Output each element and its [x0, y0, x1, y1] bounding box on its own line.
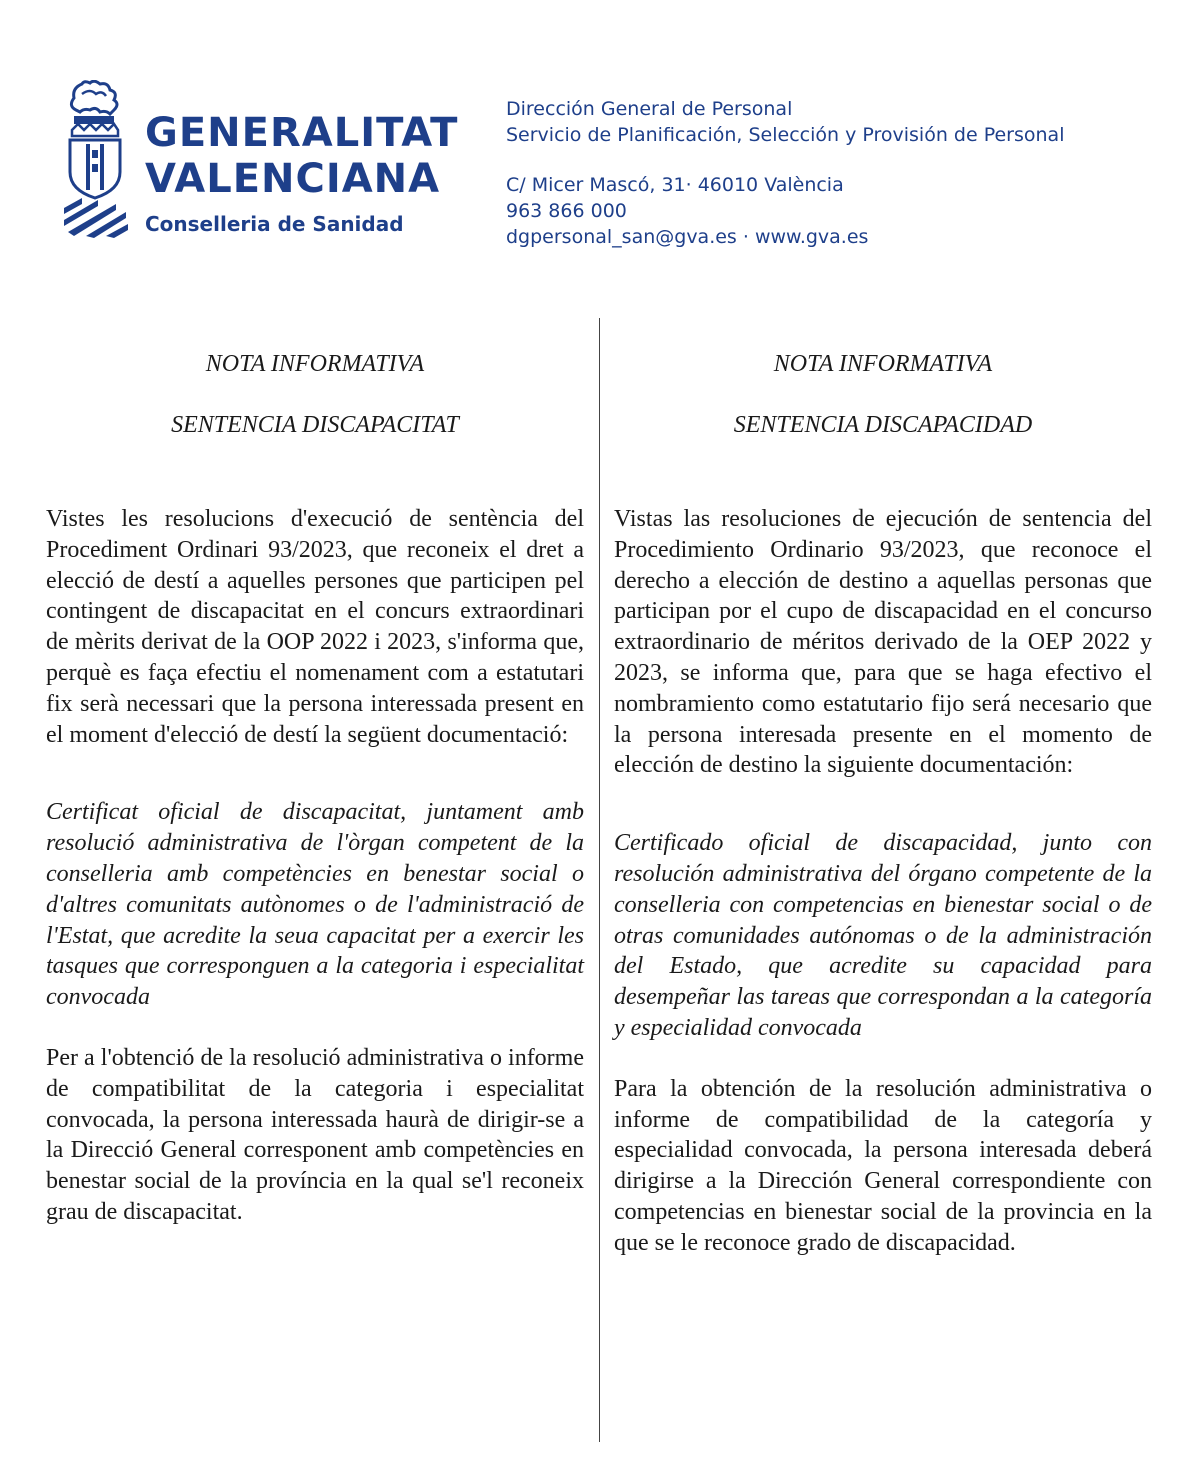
contact-email-web: dgpersonal_san@gva.es · www.gva.es	[506, 226, 869, 248]
logo-line-2: VALENCIANA	[145, 156, 441, 202]
right-paragraph-3: Para la obtención de la resolución administrativa o informe de compatibilidad de la categoría y especialidad convocada, la persona interesada deberá dirigirse a la Dirección General correspondiente con competencias en bienestar social de la provincia en la que se le reconoce grado de discapacidad.	[614, 1075, 1152, 1256]
left-title: NOTA INFORMATIVA	[205, 351, 425, 377]
left-certificate-paragraph: Certificat oficial de discapacitat, juntament amb resolució administrativa de l'òrgan competent de la conselleria amb competències en benestar social o d'altres comunitats autònomes o de l'administració de l'Estat, que acredite la seua capacitat per a exercir les tasques que corresponguen a la categoria i especialitat convocada	[46, 799, 584, 1011]
right-paragraph-1: Vistas las resoluciones de ejecución de sentencia del Procedimiento Ordinario 93/2023, que reconoce el derecho a elección de destino a aquellas personas que participan por el cupo de discapacidad en el concurso extraordinario de méritos derivado de la OEP 2022 y 2023, se informa que, para que se haga efectivo el nombramiento como estatutario fijo será necesario que la persona interesada presente en el momento de elección de destino la siguiente documentación:	[614, 506, 1152, 779]
logo-line-1: GENERALITAT	[145, 110, 459, 156]
contact-address: C/ Micer Mascó, 31· 46010 València	[506, 174, 844, 196]
left-paragraph-1: Vistes les resolucions d'execució de sentència del Procediment Ordinari 93/2023, que reconeix el dret a elecció de destí a aquelles persones que participen pel contingent de discapacitat en el concurs extraordinari de mèrits derivat de la OOP 2022 i 2023, s'informa que, perquè es faça efectiu el nomenament com a estatutari fix serà necessari que la persona interessada present en el moment d'elecció de destí la següent documentació:	[46, 506, 584, 748]
contact-phone: 963 866 000	[506, 200, 627, 222]
logo-subtitle: Conselleria de Sanidad	[145, 212, 404, 236]
contact-department: Dirección General de Personal	[506, 98, 793, 120]
left-paragraph-3: Per a l'obtenció de la resolució administrativa o informe de compatibilitat de la categoria i especialitat convocada, la persona interessada haurà de dirigir-se a la Direcció General corresponent amb competències en benestar social de la província en la qual se'l reconeix grau de discapacitat.	[46, 1044, 584, 1225]
column-divider	[599, 318, 600, 1442]
generalitat-logo	[145, 110, 458, 236]
right-certificate-paragraph: Certificado oficial de discapacidad, junto con resolución administrativa del órgano competente de la conselleria con competencias en bienestar social o de otras comunidades autónomas o de la administración del Estado, que acredite su capacidad para desempeñar las tareas que correspondan a la categoría y especialidad convocada	[614, 830, 1152, 1041]
right-subtitle: SENTENCIA DISCAPACIDAD	[733, 412, 1033, 438]
contact-block	[506, 96, 1064, 250]
left-column-valencian	[46, 348, 584, 1228]
generalitat-emblem-icon	[60, 80, 132, 240]
right-column-spanish	[614, 348, 1152, 1259]
contact-service: Servicio de Planificación, Selección y Provisión de Personal	[506, 124, 1065, 146]
left-subtitle: SENTENCIA DISCAPACITAT	[171, 412, 459, 438]
right-title: NOTA INFORMATIVA	[773, 351, 993, 377]
